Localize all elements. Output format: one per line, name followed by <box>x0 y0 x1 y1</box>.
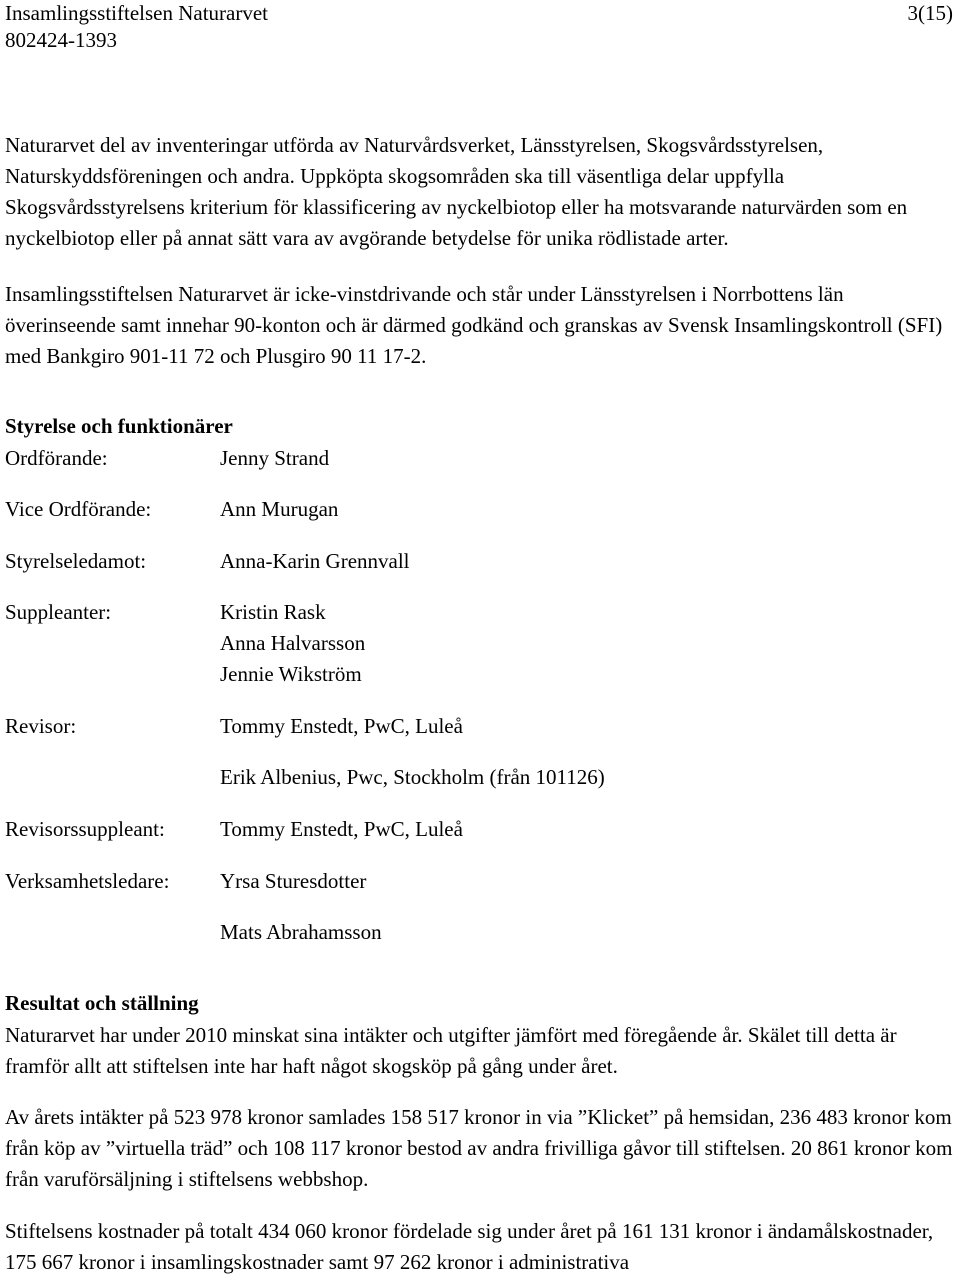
page-number: 3(15) <box>907 1 953 25</box>
manager-label: Verksamhetsledare: <box>5 869 170 893</box>
board-member-name <box>220 546 410 577</box>
board-member-label: Styrelseledamot: <box>5 549 147 573</box>
auditor-label: Revisor: <box>5 714 77 738</box>
vice-chair-name <box>220 494 338 525</box>
board-heading: Styrelse och funktionärer <box>5 414 233 438</box>
results-heading: Resultat och ställning <box>5 991 199 1015</box>
results-paragraph-1: Naturarvet har under 2010 minskat sina intäkter och utgifter jämfört med föregående år. Skälet till detta är framför allt att stiftelsen inte har haft något skogsköp på gång under året. <box>5 1023 897 1078</box>
deputy-auditor-label: Revisorssuppleant: <box>5 817 165 841</box>
page-header <box>5 0 955 54</box>
deputy-name: Kristin Rask <box>220 600 326 624</box>
chair-name <box>220 443 329 474</box>
deputy-name: Anna Halvarsson <box>220 631 366 655</box>
vice-chair-name-text: Ann Murugan <box>220 497 339 521</box>
vice-chair-label: Vice Ordförande: <box>5 497 152 521</box>
deputy-auditor-name-text: Tommy Enstedt, PwC, Luleå <box>220 817 463 841</box>
deputy-name: Jennie Wikström <box>220 662 362 686</box>
auditor-name-2 <box>220 762 605 793</box>
auditor-name-text: Erik Albenius, Pwc, Stockholm (från 101126) <box>220 765 605 789</box>
results-paragraph-2: Av årets intäkter på 523 978 kronor samlades 158 517 kronor in via ”Klicket” på hemsidan, 236 483 kronor kom från köp av ”virtuella träd” och 108 117 kronor bestod av andra frivilliga gåvor till stiftelsen. 20 861 kronor kom från varuförsäljning i stiftelsens webbshop. <box>5 1105 953 1191</box>
intro-paragraph-2: Insamlingsstiftelsen Naturarvet är icke-vinstdrivande och står under Länsstyrelsen i Norrbottens län överinseende samt innehar 90-konton och är därmed godkänd och granskas av Svensk Insamlingskontroll (SFI) med Bankgiro 901-11 72 och Plusgiro 90 11 17-2. <box>5 282 943 368</box>
deputies-list <box>220 597 365 690</box>
organization-number: 802424-1393 <box>5 28 117 52</box>
manager-name-2 <box>220 917 382 948</box>
auditor-name-1 <box>220 711 463 742</box>
chair-label: Ordförande: <box>5 446 108 470</box>
manager-name-text: Yrsa Sturesdotter <box>220 869 367 893</box>
deputy-auditor-name <box>220 814 463 845</box>
manager-name-text: Mats Abrahamsson <box>220 920 382 944</box>
organization-name: Insamlingsstiftelsen Naturarvet <box>5 1 269 25</box>
deputies-label: Suppleanter: <box>5 600 112 624</box>
auditor-name-text: Tommy Enstedt, PwC, Luleå <box>220 714 463 738</box>
manager-name-1 <box>220 866 366 897</box>
intro-paragraph-1: Naturarvet del av inventeringar utförda av Naturvårdsverket, Länsstyrelsen, Skogsvårdsstyrelsen, Naturskyddsföreningen och andra. Uppköpta skogsområden ska till väsentliga delar uppfylla Skogsvårdsstyrelsens kriterium för klassificering av nyckelbiotop eller ha motsvarande naturvärden som en nyckelbiotop eller på annat sätt vara av avgörande betydelse för unika rödlistade arter. <box>5 133 908 250</box>
chair-name-text: Jenny Strand <box>220 446 330 470</box>
results-paragraph-3: Stiftelsens kostnader på totalt 434 060 kronor fördelade sig under året på 161 131 kronor i ändamålskostnader, 175 667 kronor i insamlingskostnader samt 97 262 kronor i administrativa <box>5 1219 934 1274</box>
board-member-name-text: Anna-Karin Grennvall <box>220 549 410 573</box>
